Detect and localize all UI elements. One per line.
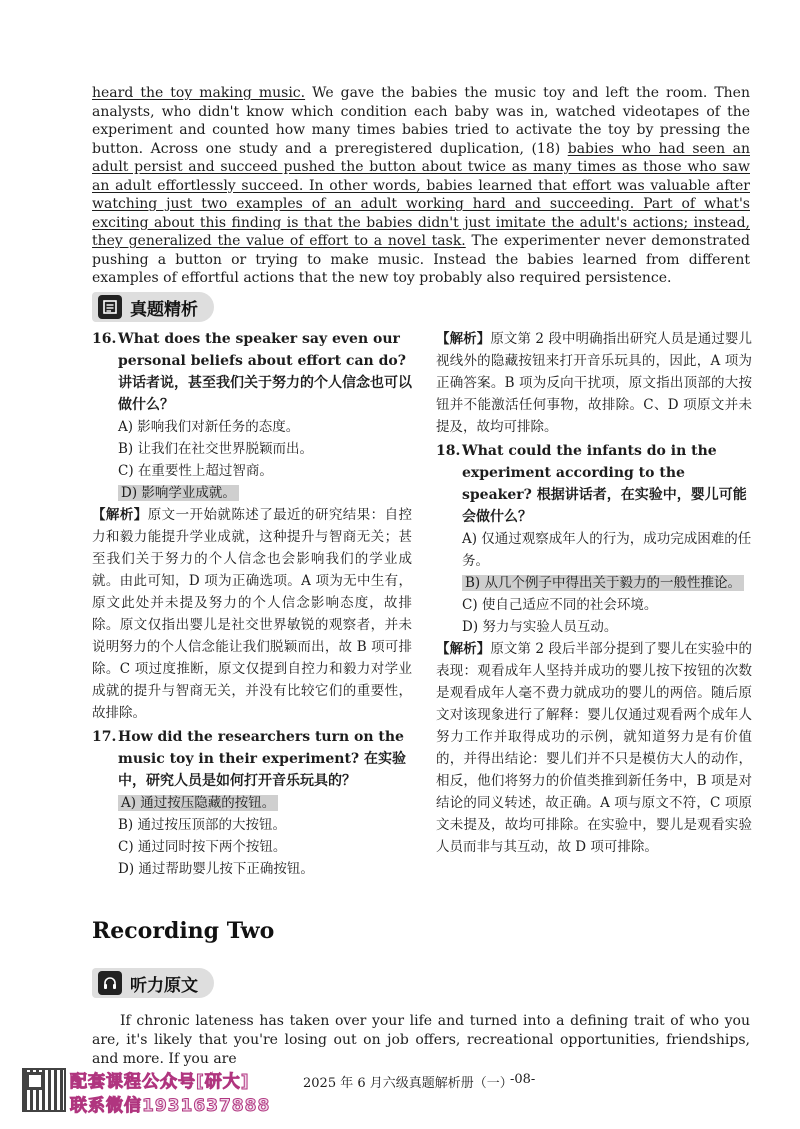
option-d: D) 通过帮助婴儿按下正确按钮。: [118, 861, 314, 877]
section-title: 听力原文: [130, 975, 198, 996]
recording-heading: Recording Two: [92, 918, 275, 944]
transcript-paragraph: If chronic lateness has taken over your life and turned into a defining trait of who you are, it's likely that you're losing out on job offers, recreational opportunities, friendships, and more. If you are: [92, 1013, 750, 1067]
page-number: -08-: [510, 1072, 536, 1087]
question-16: [92, 328, 412, 416]
body-text: The experimenter never demonstrated pushing a button or trying to make music. Instead the babies learned from different examples of effortful actions that the new toy probably also required persistence.: [92, 233, 750, 286]
question-17: [92, 726, 412, 792]
question-text: How did the researchers turn on the music toy in their experiment? 在实验中，研究人员是如何打开音乐玩具的？: [118, 729, 406, 789]
watermark-line-2: 联系微信1931637888: [70, 1096, 271, 1116]
explanation-16: 【解析】原文一开始就陈述了最近的研究结果：自控力和毅力能提升学业成就，这种提升与智商无关；甚至我们关于努力的个人信念也会影响我们的学业成就。由此可知，D 项为正确选项。A 项为无中生有，原文此处并未提及努力的个人信念影响态度，故排除。原文仅指出婴儿是社交世界敏锐的观察者，并未说明努力的个人信念能让我们脱颖而出，故 B 项可排除。C 项过度推断，原文仅提到自控力和毅力对学业成就的提升与智商无关，并没有比较它们的重要性，故排除。: [92, 507, 413, 721]
option-c: C) 使自己适应不同的社会环境。: [462, 597, 658, 613]
question-number: 17.: [92, 729, 117, 745]
body-text: We gave the babies the music toy and left the room. Then analysts, who didn't know which condition each baby was in, watched videotapes of the experiment and counted how many times babies tried to activate the toy by pressing the button. Across one study and a preregistered duplication, (18): [92, 85, 750, 157]
option-d: D) 努力与实验人员互动。: [462, 619, 618, 635]
section-header-transcript: [92, 968, 214, 998]
left-column: [92, 328, 412, 880]
underlined-text: heard the toy making music.: [92, 85, 306, 101]
question-18: [436, 440, 752, 528]
question-number: 18.: [436, 443, 461, 459]
option-a-correct: A) 通过按压隐藏的按钮。: [92, 792, 412, 814]
option-c: C) 在重要性上超过智商。: [118, 463, 273, 479]
option-b: B) 让我们在社交世界脱颖而出。: [118, 441, 313, 457]
explanation-18: 【解析】原文第 2 段后半部分提到了婴儿在实验中的表现：观看成年人坚持并成功的婴儿按下按钮的次数是观看成年人毫不费力就成功的婴儿的两倍。随后原文对该现象进行了解释：婴儿仅通过观看两个成年人努力工作并取得成功的示例，就知道努力是有价值的，并得出结论：婴儿们并不只是模仿大人的动作，相反，他们将努力的价值类推到新任务中，B 项是对结论的同义转述，故正确。A 项与原文不符，C 项原文未提及，故均可排除。在实验中，婴儿是观看实验人员而非与其互动，故 D 项可排除。: [436, 641, 753, 855]
headphones-icon: [98, 971, 122, 995]
qr-code[interactable]: [22, 1068, 66, 1112]
watermark-line-1: 配套课程公众号[研大]: [70, 1072, 250, 1092]
explanation-17: 【解析】原文第 2 段中明确指出研究人员是通过婴儿视线外的隐藏按钮来打开音乐玩具的，因此，A 项为正确答案。B 项为反向干扰项，原文指出顶部的大按钮并不能激活任何事物，故排除。C、D 项原文并未提及，故均可排除。: [436, 331, 753, 435]
option-a: A) 仅通过观察成年人的行为，成功完成困难的任务。: [462, 531, 752, 569]
book-icon: [98, 295, 122, 319]
section-header-analysis: [92, 292, 214, 322]
question-text: What does the speaker say even our personal beliefs about effort can do? 讲话者说，甚至我们关于努力的个人信念也可以做什么？: [118, 331, 412, 413]
footer-title: 2025 年 6 月六级真题解析册（一）: [303, 1076, 513, 1091]
section-title: 真题精析: [130, 299, 198, 320]
option-b-correct: B) 从几个例子中得出关于毅力的一般性推论。: [436, 572, 752, 594]
underlined-answer-text: babies who had seen an adult persist and succeed pushed the button about twice as many times as those who saw an adult effortlessly succeed. In other words, babies learned that effort was valuable after watching just two examples of an adult working hard and succeeding. Part of what's exciting about this finding is that the babies didn't just imitate the adult's actions; instead, they generalized the value of effort to a novel task.: [92, 140, 750, 249]
question-text: What could the infants do in the experiment according to the speaker? 根据讲话者，在实验中，婴儿可能会做什么？: [462, 443, 747, 525]
option-b: B) 通过按压顶部的大按钮。: [118, 817, 286, 833]
option-d-correct: D) 影响学业成就。: [92, 482, 412, 504]
question-number: 16.: [92, 331, 117, 347]
page-footer: [0, 1066, 800, 1116]
option-a: A) 影响我们对新任务的态度。: [118, 419, 300, 435]
intro-paragraph: [92, 84, 750, 288]
right-column: [436, 328, 752, 858]
option-c: C) 通过同时按下两个按钮。: [118, 839, 287, 855]
